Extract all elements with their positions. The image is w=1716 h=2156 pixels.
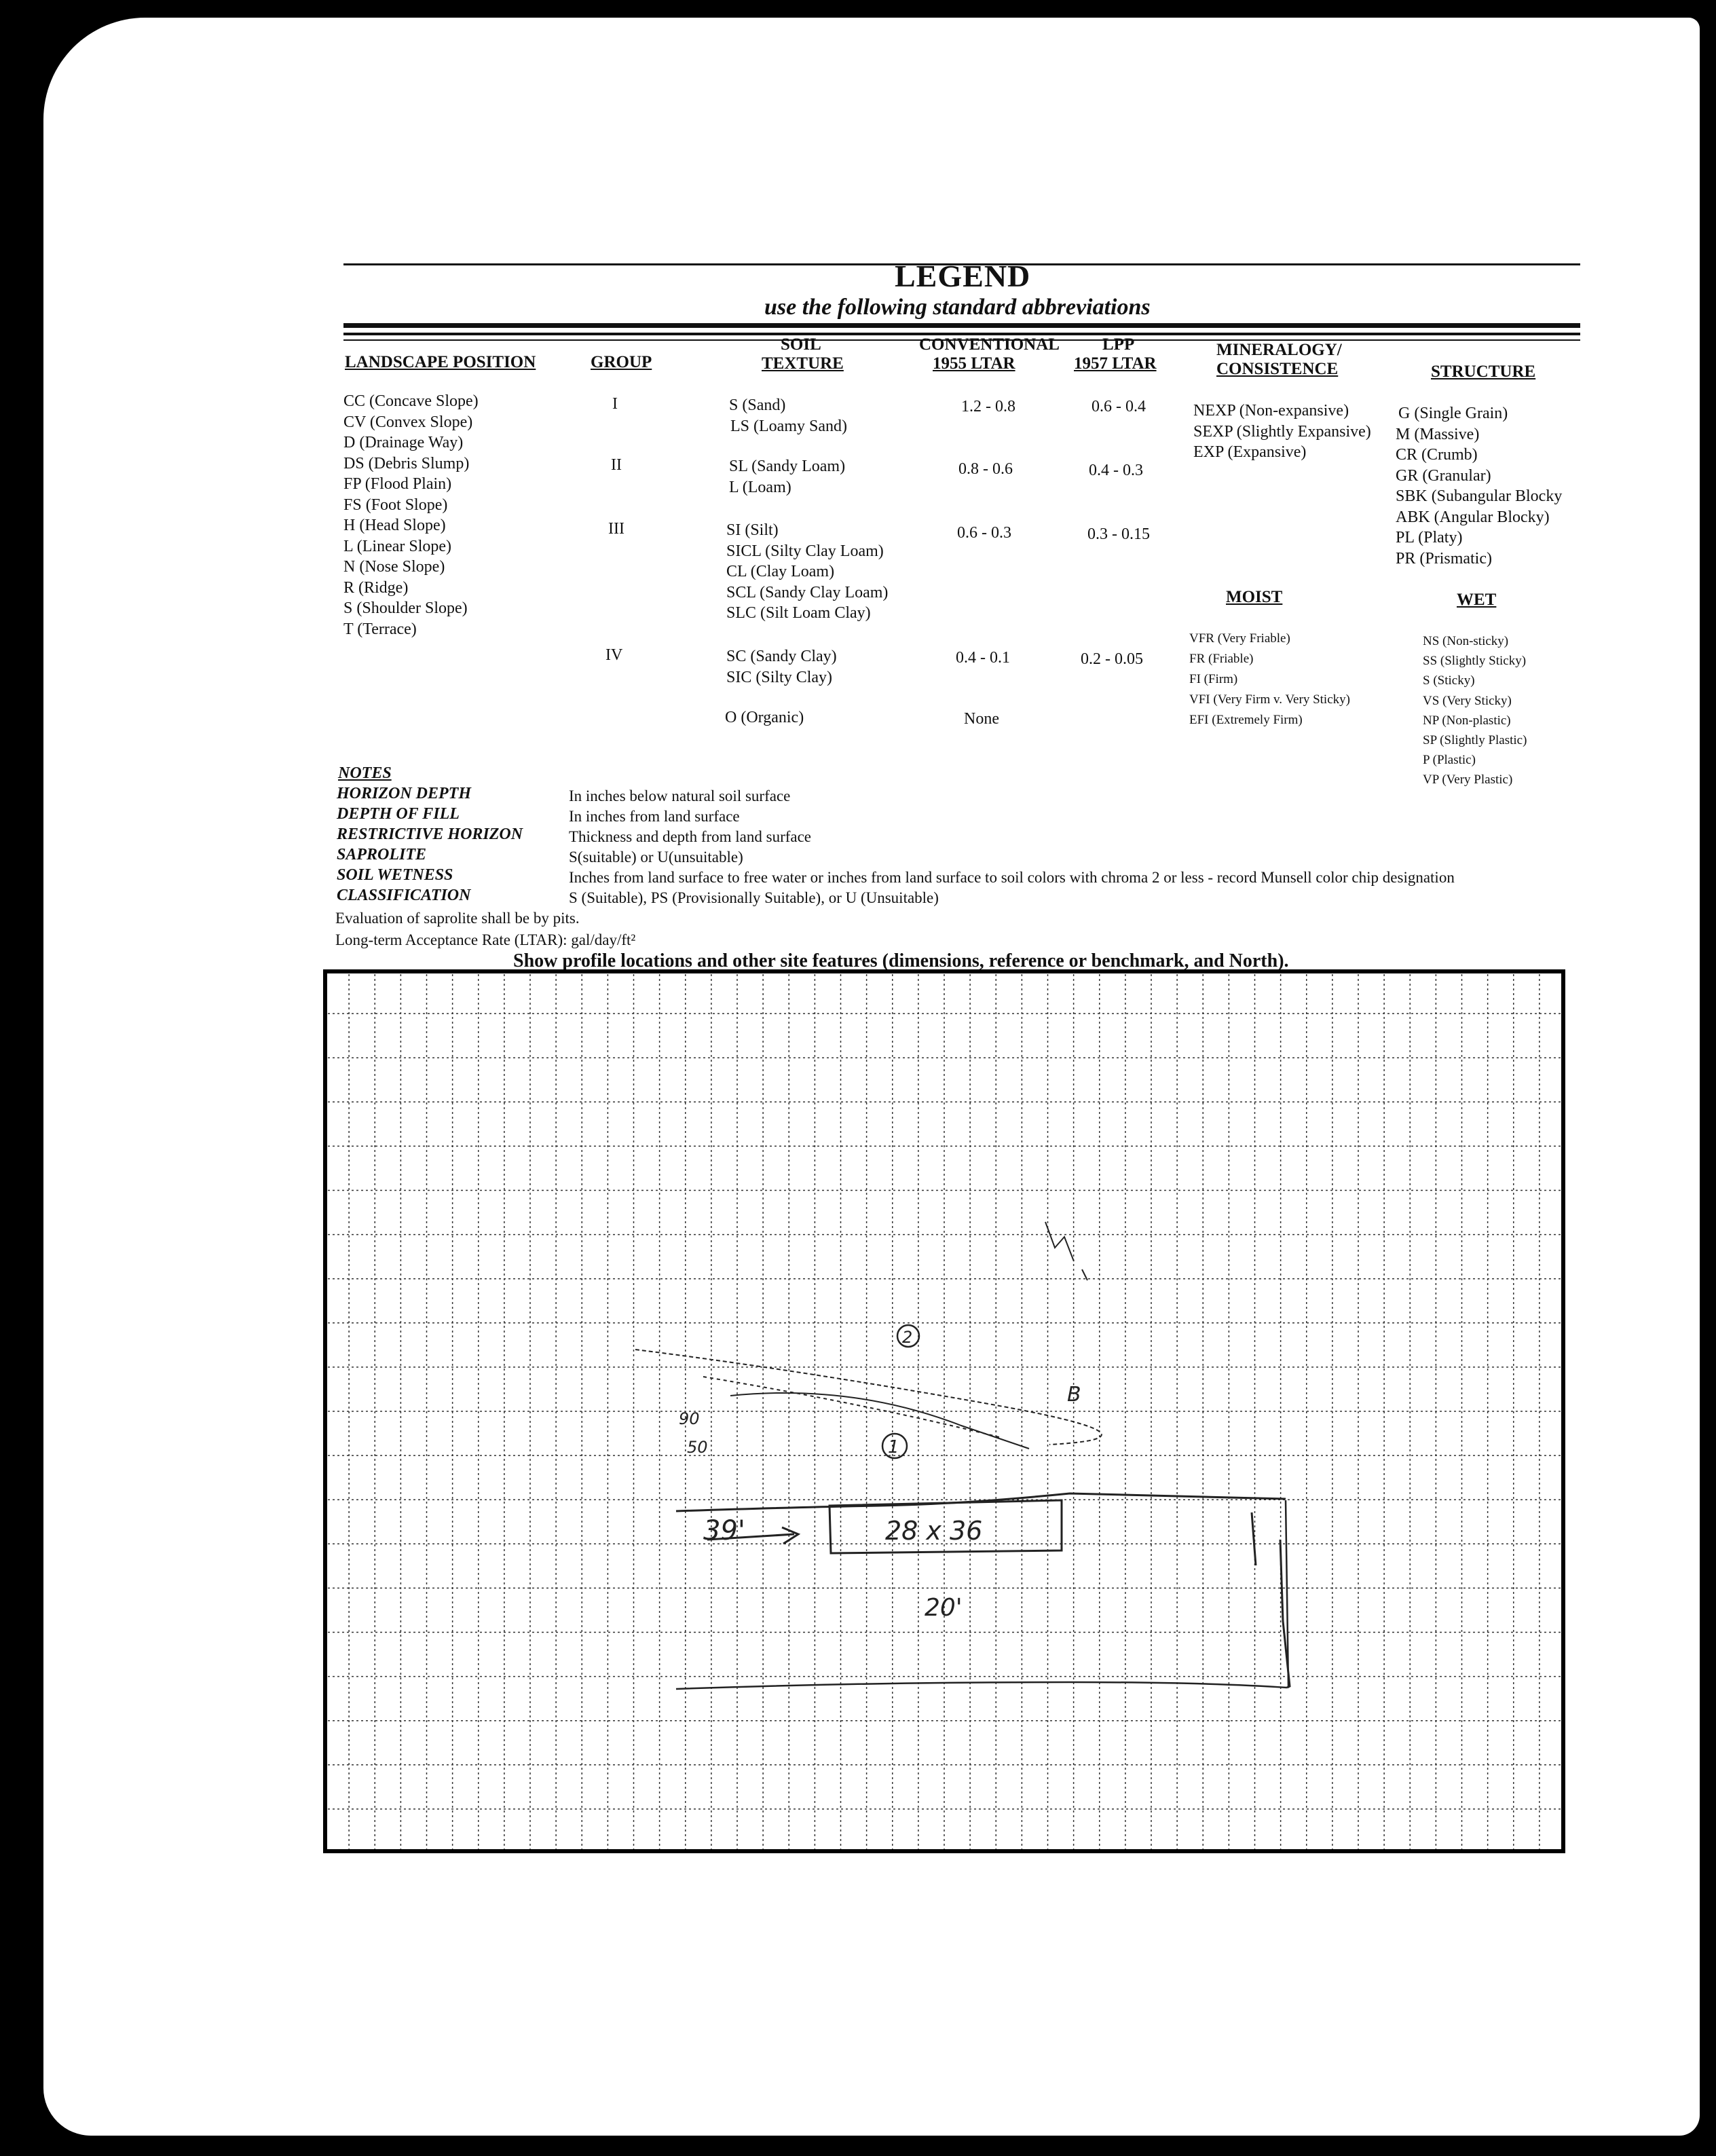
list-item: D (Drainage Way)	[343, 434, 464, 451]
moist-item: VFI (Very Firm v. Very Sticky)	[1189, 692, 1350, 707]
group-label: IV	[605, 646, 623, 664]
note-key: HORIZON DEPTH	[337, 785, 471, 802]
trench-line	[730, 1393, 1029, 1449]
header-structure: STRUCTURE	[1431, 363, 1536, 381]
wet-item: S (Sticky)	[1423, 673, 1475, 688]
left-dimension: 39'	[703, 1515, 745, 1546]
wet-item: SS (Slightly Sticky)	[1423, 654, 1527, 669]
mineralogy-list	[1193, 401, 1371, 463]
benchmark-label: B	[1067, 1383, 1081, 1407]
header-moist: MOIST	[1226, 588, 1283, 606]
structure-item: CR (Crumb)	[1396, 446, 1478, 464]
mineralogy-item: EXP (Expansive)	[1193, 443, 1307, 461]
conventional-ltar: 0.6 - 0.3	[957, 524, 1011, 542]
header-soil-2: TEXTURE	[762, 354, 844, 373]
list-item: H (Head Slope)	[343, 517, 446, 534]
structure-item: M (Massive)	[1396, 425, 1480, 443]
structure-item: GR (Granular)	[1396, 466, 1491, 485]
list-item: N (Nose Slope)	[343, 558, 445, 576]
texture-item: SL (Sandy Loam)	[729, 458, 846, 475]
structure-item: G (Single Grain)	[1398, 405, 1508, 422]
grid-lines	[323, 969, 1565, 1853]
header-wet: WET	[1457, 591, 1497, 609]
group-label: III	[608, 520, 624, 538]
header-lpp-1: LPP	[1102, 335, 1135, 354]
moist-item: VFR (Very Friable)	[1189, 631, 1290, 646]
texture-item: O (Organic)	[725, 709, 804, 726]
wet-item: NS (Non-sticky)	[1423, 634, 1509, 648]
header-mineralogy-2: CONSISTENCE	[1216, 360, 1339, 378]
conventional-ltar: 0.8 - 0.6	[958, 460, 1013, 478]
structure-list	[1396, 403, 1562, 569]
header-lpp-2: 1957 LTAR	[1074, 354, 1157, 373]
texture-item: SI (Silt)	[726, 521, 779, 539]
structure-item: PL (Platy)	[1396, 529, 1463, 546]
list-item: R (Ridge)	[343, 578, 409, 597]
note-value: S(suitable) or U(unsuitable)	[569, 849, 743, 866]
lpp-ltar: 0.3 - 0.15	[1087, 525, 1150, 543]
sketch-number-50: 50	[687, 1438, 708, 1457]
north-arrow	[1045, 1222, 1074, 1261]
notes-values	[569, 786, 1455, 908]
texture-item: SIC (Silty Clay)	[726, 668, 833, 686]
note-value: Thickness and depth from land surface	[569, 828, 812, 845]
moist-item: FI (Firm)	[1189, 672, 1238, 686]
thick-rule-1	[343, 323, 1580, 328]
wet-item: NP (Non-plastic)	[1423, 713, 1511, 728]
texture-group-2	[729, 456, 845, 498]
note-key: SOIL WETNESS	[337, 866, 453, 884]
sketch-number-90: 90	[679, 1409, 700, 1428]
marker-2-label: 2	[902, 1328, 913, 1347]
moist-list	[1189, 629, 1350, 730]
header-mineralogy-1: MINERALOGY/	[1216, 341, 1342, 359]
note-value: In inches from land surface	[569, 808, 740, 825]
header-soil-1: SOIL	[781, 335, 821, 354]
structure-item: SBK (Subangular Blocky	[1396, 487, 1563, 505]
texture-group-3	[726, 520, 888, 624]
dashed-line-2	[703, 1377, 1002, 1438]
texture-item: LS (Loamy Sand)	[730, 417, 847, 435]
list-item: CV (Convex Slope)	[343, 413, 473, 431]
ltar-note: Long-term Acceptance Rate (LTAR): gal/day/ft²	[335, 931, 636, 948]
texture-item: L (Loam)	[729, 478, 791, 496]
note-value: Inches from land surface to free water or inches from land surface to soil colors with chroma 2 or less - record Munsell color chip designation	[569, 869, 1455, 886]
texture-group-1	[729, 395, 847, 436]
list-item: DS (Debris Slump)	[343, 454, 470, 472]
texture-item: SLC (Silt Loam Clay)	[726, 604, 871, 622]
texture-group-4	[726, 646, 837, 688]
list-item: CC (Concave Slope)	[343, 392, 479, 410]
lpp-ltar: 0.6 - 0.4	[1092, 398, 1146, 415]
note-key: SAPROLITE	[337, 846, 427, 863]
saprolite-note: Evaluation of saprolite shall be by pits.	[335, 910, 580, 927]
conventional-ltar: None	[964, 710, 999, 728]
moist-item: EFI (Extremely Firm)	[1189, 713, 1303, 727]
note-value: In inches below natural soil surface	[569, 787, 791, 804]
legend-title: LEGEND	[895, 259, 1031, 293]
moist-item: FR (Friable)	[1189, 652, 1254, 666]
header-group: GROUP	[591, 353, 652, 371]
note-value: S (Suitable), PS (Provisionally Suitable), or U (Unsuitable)	[569, 889, 939, 906]
wet-item: SP (Slightly Plastic)	[1423, 733, 1527, 748]
note-key: RESTRICTIVE HORIZON	[337, 825, 523, 843]
lpp-ltar: 0.2 - 0.05	[1081, 650, 1143, 668]
property-line-bottom	[676, 1682, 1287, 1689]
structure-item: ABK (Angular Blocky)	[1396, 508, 1550, 526]
site-sketch-grid	[323, 969, 1565, 1853]
texture-item: SICL (Silty Clay Loam)	[726, 542, 884, 560]
landscape-list	[343, 391, 479, 639]
note-key: DEPTH OF FILL	[337, 805, 460, 823]
list-item: FP (Flood Plain)	[343, 475, 452, 493]
group-label: II	[611, 456, 622, 474]
mineralogy-item: NEXP (Non-expansive)	[1193, 402, 1349, 420]
conventional-ltar: 1.2 - 0.8	[961, 398, 1015, 415]
notes-heading: NOTES	[338, 764, 392, 782]
sketch-instruction: Show profile locations and other site features (dimensions, reference or benchmark, and North).	[513, 950, 1289, 971]
house-dimensions: 28 x 36	[885, 1516, 983, 1546]
header-conv-1: CONVENTIONAL	[919, 335, 1060, 354]
texture-item: CL (Clay Loam)	[726, 563, 835, 580]
wet-item: VP (Very Plastic)	[1423, 773, 1513, 787]
conventional-ltar: 0.4 - 0.1	[956, 649, 1010, 667]
list-item: L (Linear Slope)	[343, 537, 452, 555]
texture-item: SCL (Sandy Clay Loam)	[726, 583, 889, 601]
texture-item: SC (Sandy Clay)	[726, 648, 837, 665]
legend-subtitle: use the following standard abbreviations	[764, 295, 1151, 320]
bottom-dimension: 20'	[925, 1594, 963, 1622]
notes-keys	[337, 783, 523, 906]
sketch-line	[1252, 1512, 1256, 1565]
header-conv-2: 1955 LTAR	[933, 354, 1015, 373]
marker-1-label: 1	[888, 1437, 899, 1457]
wet-item: P (Plastic)	[1423, 753, 1476, 768]
mineralogy-item: SEXP (Slightly Expansive)	[1193, 422, 1371, 441]
list-item: T (Terrace)	[343, 620, 417, 638]
lpp-ltar: 0.4 - 0.3	[1089, 462, 1143, 479]
group-label: I	[612, 395, 618, 413]
wet-item: VS (Very Sticky)	[1423, 693, 1512, 708]
list-item: S (Shoulder Slope)	[343, 599, 468, 617]
dashed-line	[635, 1350, 1102, 1445]
list-item: FS (Foot Slope)	[343, 496, 448, 514]
header-landscape: LANDSCAPE POSITION	[345, 353, 536, 371]
structure-item: PR (Prismatic)	[1396, 549, 1492, 568]
texture-item: S (Sand)	[729, 396, 786, 414]
note-key: CLASSIFICATION	[337, 887, 471, 904]
wet-list	[1423, 631, 1527, 790]
